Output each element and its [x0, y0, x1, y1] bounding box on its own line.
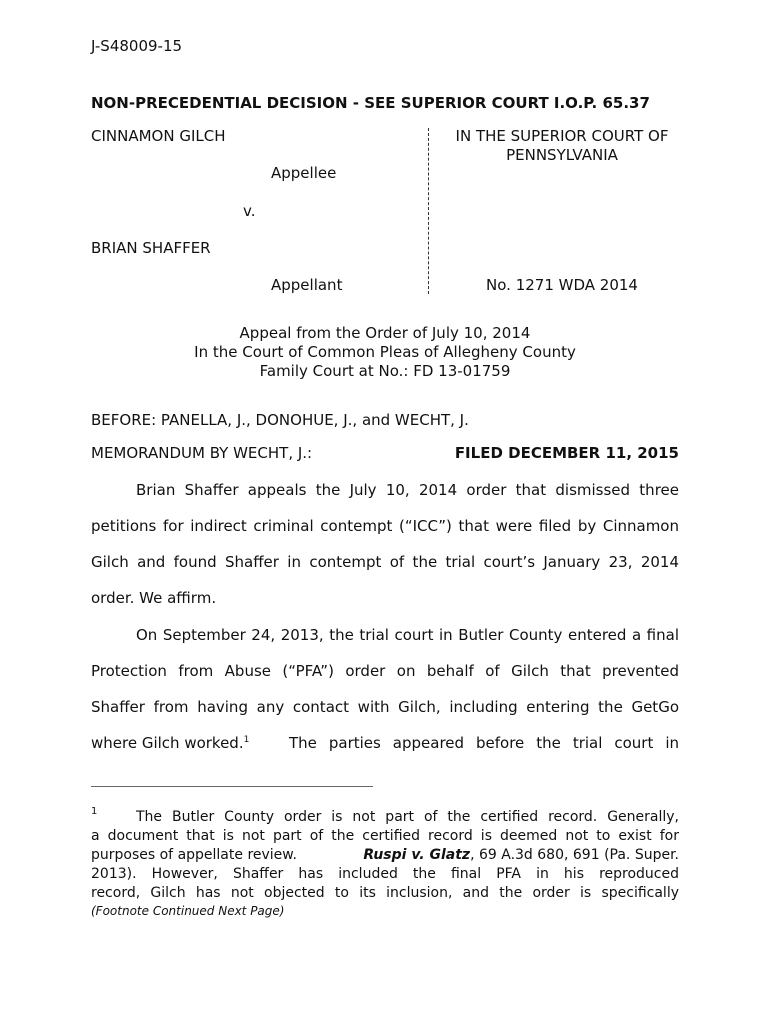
- case-citation: Ruspi v. Glatz: [363, 847, 471, 863]
- versus-text: v.: [243, 202, 256, 220]
- footnote-separator: [91, 786, 373, 787]
- decision-banner: NON-PRECEDENTIAL DECISION - SEE SUPERIOR COURT I.O.P. 65.37: [91, 94, 650, 112]
- paragraph-2-line-1: On September 24, 2013, the trial court in Butler County entered a final: [136, 626, 679, 644]
- paragraph-1-line-3: Gilch and found Shaffer in contempt of the trial court’s January 23, 2014: [91, 553, 679, 571]
- footnote-line-1: The Butler County order is not part of the certified record. Generally,: [136, 809, 679, 825]
- caption-divider: [428, 128, 429, 294]
- paragraph-2-line-3: Shaffer from having any contact with Gilch, including entering the GetGo: [91, 698, 679, 716]
- footnote-continued: (Footnote Continued Next Page): [91, 904, 285, 918]
- footnote-reference-1[interactable]: 1: [243, 735, 250, 745]
- footnote-line-3-rest: [363, 847, 679, 863]
- appeal-line-3: Family Court at No.: FD 13-01759: [259, 362, 511, 380]
- paragraph-1-line-1: Brian Shaffer appeals the July 10, 2014 order that dismissed three: [136, 481, 679, 499]
- paragraph-2-line-2: Protection from Abuse (“PFA”) order on behalf of Gilch that prevented: [91, 662, 679, 680]
- appellant-name: BRIAN SHAFFER: [91, 239, 211, 257]
- paragraph-2-line-4a-text: where Gilch worked.: [91, 734, 244, 752]
- paragraph-2-line-4b: The parties appeared before the trial court in: [289, 734, 679, 752]
- appellee-name: CINNAMON GILCH: [91, 127, 226, 145]
- paragraph-1-line-4: order. We affirm.: [91, 589, 217, 607]
- court-name-line1: IN THE SUPERIOR COURT OF: [455, 127, 669, 145]
- appeal-line-1: Appeal from the Order of July 10, 2014: [239, 324, 531, 342]
- paragraph-1-line-2: petitions for indirect criminal contempt (“ICC”) that were filed by Cinnamon: [91, 517, 679, 535]
- memorandum-author: MEMORANDUM BY WECHT, J.:: [91, 444, 313, 462]
- footnote-line-3: [91, 847, 679, 863]
- appellee-role: Appellee: [271, 164, 337, 182]
- paragraph-2-line-4a: [91, 734, 249, 752]
- appellant-role: Appellant: [271, 276, 343, 294]
- footnote-line-5: record, Gilch has not objected to its inclusion, and the order is specifically: [91, 885, 679, 901]
- court-name-line2: PENNSYLVANIA: [506, 146, 618, 164]
- appeal-line-2: In the Court of Common Pleas of Allegheny County: [194, 343, 576, 361]
- filed-date: FILED DECEMBER 11, 2015: [454, 444, 679, 462]
- footnote-line-4: 2013). However, Shaffer has included the final PFA in his reproduced: [91, 866, 679, 882]
- footnote-line-3a: purposes of appellate review.: [91, 847, 297, 863]
- footnote-number: 1: [91, 806, 98, 817]
- footnote-line-3b: , 69 A.3d 680, 691 (Pa. Super.: [470, 847, 679, 863]
- docket-number: No. 1271 WDA 2014: [486, 276, 638, 294]
- footnote-line-2: a document that is not part of the certified record is deemed not to exist for: [91, 828, 679, 844]
- document-id: J-S48009-15: [91, 37, 183, 55]
- before-panel: BEFORE: PANELLA, J., DONOHUE, J., and WECHT, J.: [91, 411, 469, 429]
